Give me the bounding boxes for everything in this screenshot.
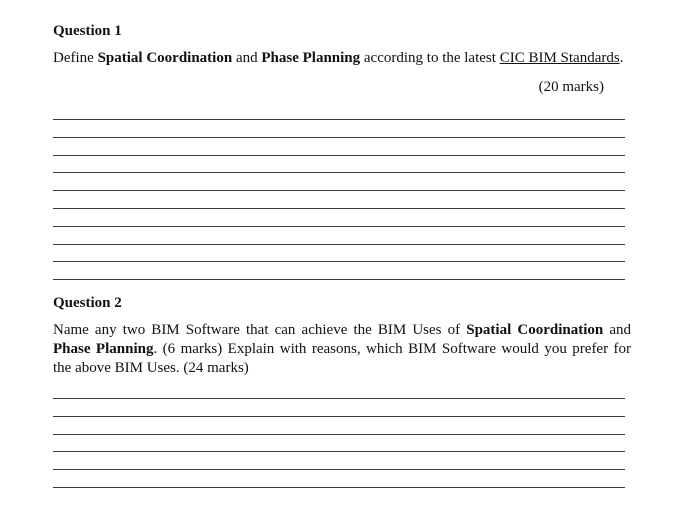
term-spatial-coordination: Spatial Coordination — [466, 322, 604, 338]
answer-line — [53, 190, 625, 191]
answer-line — [53, 434, 625, 435]
answer-line — [53, 172, 625, 173]
answer-line — [53, 261, 625, 262]
answer-line — [53, 226, 625, 227]
answer-line — [53, 279, 625, 280]
question-1-heading: Question 1 — [53, 23, 122, 39]
term-phase-planning: Phase Planning — [261, 50, 361, 66]
question-2-text — [53, 321, 631, 378]
question-1-text-part: according to the latest — [360, 50, 500, 66]
question-2-text-part: . (6 marks) Explain with reasons, which BIM Software would you prefer for the above BIM Uses. (24 marks) — [53, 341, 632, 376]
question-1-text — [53, 49, 631, 68]
question-2-heading: Question 2 — [53, 295, 122, 311]
question-1-text-part: . — [619, 50, 624, 66]
answer-line — [53, 208, 625, 209]
answer-line — [53, 137, 625, 138]
term-phase-planning: Phase Planning — [53, 341, 154, 357]
term-spatial-coordination: Spatial Coordination — [97, 50, 233, 66]
question-1-text-part: Define — [53, 50, 98, 66]
answer-line — [53, 244, 625, 245]
question-2-text-part: Name any two BIM Software that can achieve the BIM Uses of — [53, 322, 467, 338]
answer-line — [53, 416, 625, 417]
answer-line — [53, 487, 625, 488]
answer-line — [53, 155, 625, 156]
question-1-marks: (20 marks) — [538, 79, 604, 95]
answer-line — [53, 119, 625, 120]
cic-bim-standards-reference: CIC BIM Standards — [499, 50, 620, 66]
question-2-text-part: and — [603, 322, 631, 338]
answer-line — [53, 469, 625, 470]
answer-line — [53, 451, 625, 452]
question-1-text-part: and — [232, 50, 262, 66]
answer-line — [53, 398, 625, 399]
